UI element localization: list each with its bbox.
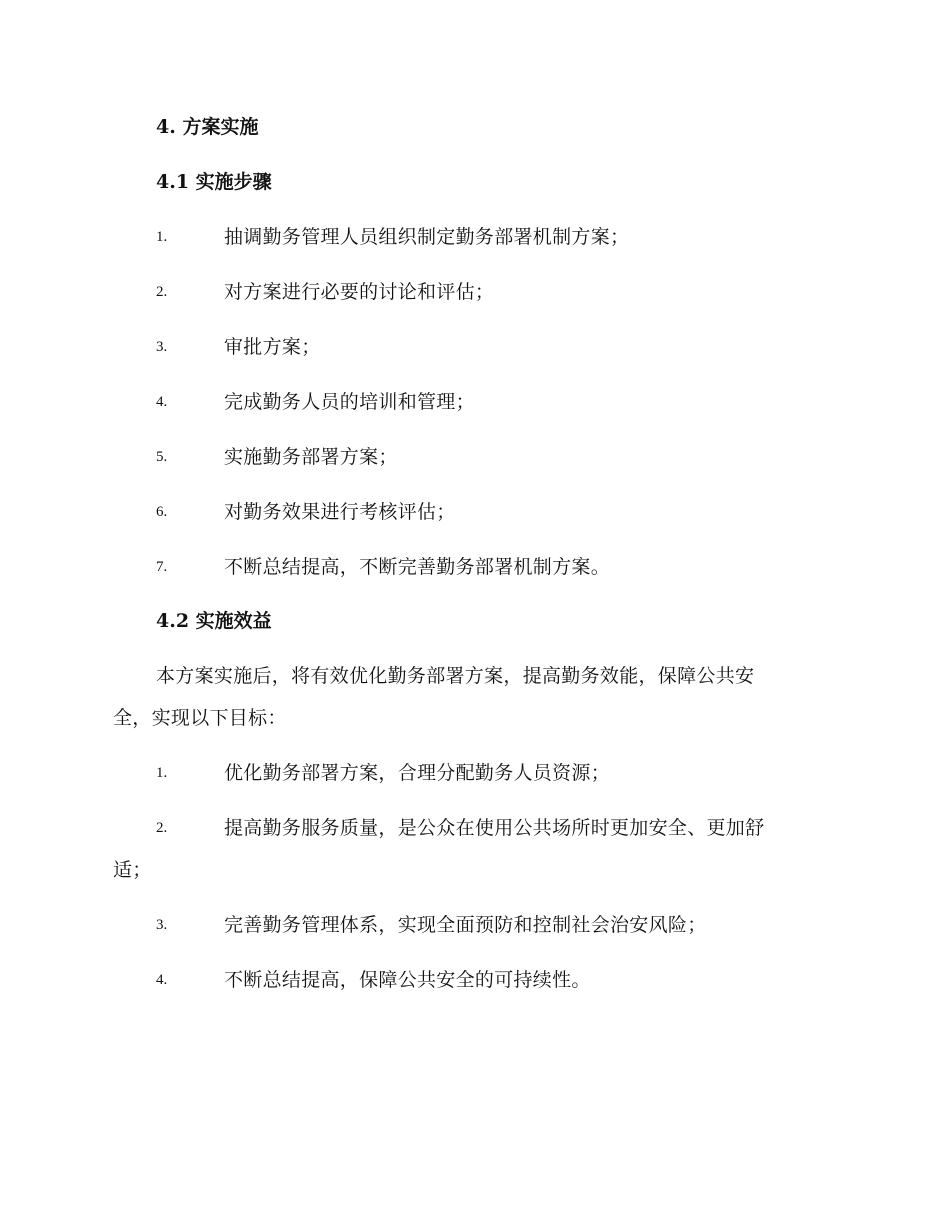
list-number: 6. — [156, 504, 168, 520]
list-number: 1. — [156, 765, 168, 781]
list-text: 完成勤务人员的培训和管理； — [224, 391, 475, 413]
list-text: 完善勤务管理体系，实现全面预防和控制社会治安风险； — [224, 914, 707, 936]
list-number: 3. — [156, 917, 168, 933]
list-text: 不断总结提高，保障公共安全的可持续性。 — [224, 969, 591, 991]
list-number: 2. — [156, 820, 168, 836]
benefits-title: 4.2 实施效益 — [156, 610, 272, 632]
list-text-continuation: 适； — [113, 859, 152, 881]
list-number: 5. — [156, 449, 168, 465]
section-title: 4. 方案实施 — [156, 116, 259, 138]
list-number: 4. — [156, 394, 168, 410]
list-text: 不断总结提高，不断完善勤务部署机制方案。 — [224, 556, 611, 578]
list-text: 抽调勤务管理人员组织制定勤务部署机制方案； — [224, 226, 630, 248]
list-number: 4. — [156, 972, 168, 988]
benefits-intro-line: 本方案实施后，将有效优化勤务部署方案，提高勤务效能，保障公共安 — [156, 665, 755, 687]
list-text: 对方案进行必要的讨论和评估； — [224, 281, 495, 303]
list-text: 提高勤务服务质量，是公众在使用公共场所时更加安全、更加舒 — [224, 817, 765, 839]
list-number: 2. — [156, 284, 168, 300]
benefits-intro-line: 全，实现以下目标： — [113, 707, 287, 729]
list-text: 对勤务效果进行考核评估； — [224, 501, 456, 523]
list-number: 7. — [156, 559, 168, 575]
list-text: 实施勤务部署方案； — [224, 446, 398, 468]
list-text: 优化勤务部署方案，合理分配勤务人员资源； — [224, 762, 611, 784]
steps-title: 4.1 实施步骤 — [156, 171, 272, 193]
list-number: 1. — [156, 229, 168, 245]
list-number: 3. — [156, 339, 168, 355]
list-text: 审批方案； — [224, 336, 321, 358]
